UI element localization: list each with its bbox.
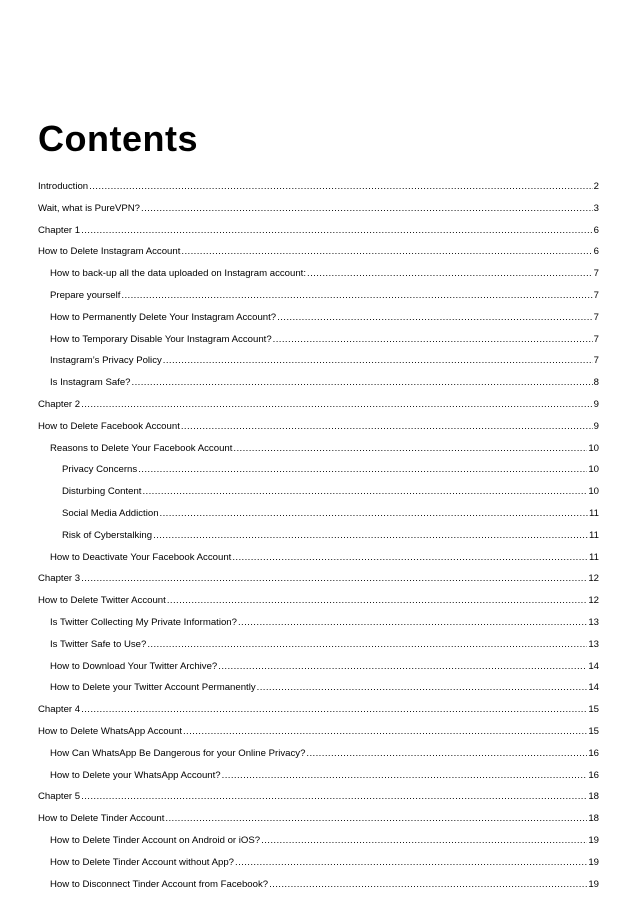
- toc-entry-label: How to Disconnect Tinder Account from Facebook?: [50, 878, 269, 890]
- toc-dot-leader: [132, 372, 593, 394]
- toc-entry-label: Reasons to Delete Your Facebook Account: [50, 442, 233, 454]
- toc-entry-page-number: 15: [588, 725, 599, 737]
- toc-dot-leader: [163, 350, 593, 372]
- toc-entry-page-number: 16: [588, 747, 599, 759]
- toc-entry-label: How to Download Your Twitter Archive?: [50, 660, 218, 672]
- toc-dot-leader: [233, 438, 587, 460]
- toc-entry-label: How to Temporary Disable Your Instagram Account?: [50, 333, 272, 345]
- toc-entry-label: Is Twitter Collecting My Private Information?: [50, 616, 237, 628]
- toc-dot-leader: [138, 459, 587, 481]
- toc-dot-leader: [235, 852, 587, 874]
- toc-dot-leader: [306, 743, 587, 765]
- toc-dot-leader: [165, 808, 587, 830]
- toc-entry-page-number: 7: [593, 289, 599, 301]
- toc-entry-label: How to Delete WhatsApp Account: [38, 725, 182, 737]
- toc-entry[interactable]: [38, 263, 599, 285]
- toc-dot-leader: [181, 416, 593, 438]
- toc-entry[interactable]: [38, 459, 599, 481]
- toc-entry-page-number: 18: [588, 813, 599, 825]
- toc-entry[interactable]: [38, 307, 599, 329]
- toc-dot-leader: [81, 699, 587, 721]
- toc-entry-page-number: 6: [593, 246, 599, 258]
- toc-entry-label: How Can WhatsApp Be Dangerous for your Online Privacy?: [50, 747, 306, 759]
- toc-entry-page-number: 10: [588, 442, 599, 454]
- toc-entry-page-number: 7: [593, 333, 599, 345]
- toc-entry[interactable]: [38, 677, 599, 699]
- toc-entry-page-number: 11: [589, 551, 599, 563]
- toc-entry-label: How to Delete Twitter Account: [38, 595, 166, 607]
- toc-entry[interactable]: [38, 525, 599, 547]
- toc-entry[interactable]: [38, 656, 599, 678]
- toc-entry-page-number: 18: [588, 791, 599, 803]
- toc-dot-leader: [89, 176, 593, 198]
- toc-entry[interactable]: [38, 568, 599, 590]
- toc-entry[interactable]: [38, 438, 599, 460]
- toc-dot-leader: [142, 481, 587, 503]
- toc-entry[interactable]: [38, 765, 599, 787]
- toc-entry[interactable]: [38, 874, 599, 896]
- toc-entry[interactable]: [38, 743, 599, 765]
- toc-entry-label: How to Delete Instagram Account: [38, 246, 181, 258]
- toc-entry-page-number: 10: [588, 464, 599, 476]
- toc-entry-label: How to Delete your WhatsApp Account?: [50, 769, 221, 781]
- toc-entry-page-number: 8: [593, 377, 599, 389]
- toc-dot-leader: [121, 285, 592, 307]
- toc-entry-label: Chapter 5: [38, 791, 81, 803]
- toc-entry-label: How to Delete Tinder Account without App?: [50, 856, 234, 868]
- toc-entry-label: Risk of Cyberstalking: [62, 529, 153, 541]
- toc-entry[interactable]: [38, 350, 599, 372]
- toc-entry-label: How to Delete Tinder Account on Android or iOS?: [50, 834, 261, 846]
- toc-entry-label: How to Permanently Delete Your Instagram Account?: [50, 311, 277, 323]
- toc-entry-label: Chapter 2: [38, 398, 81, 410]
- toc-entry-page-number: 11: [589, 507, 599, 519]
- toc-entry[interactable]: [38, 176, 599, 198]
- toc-entry-page-number: 13: [588, 616, 599, 628]
- toc-entry-label: Privacy Concerns: [62, 464, 138, 476]
- toc-entry[interactable]: [38, 699, 599, 721]
- toc-entry-page-number: 7: [593, 268, 599, 280]
- toc-entry[interactable]: [38, 198, 599, 220]
- toc-dot-leader: [307, 263, 593, 285]
- toc-dot-leader: [160, 503, 589, 525]
- toc-dot-leader: [183, 721, 587, 743]
- toc-dot-leader: [238, 612, 587, 634]
- toc-dot-leader: [81, 786, 587, 808]
- toc-entry[interactable]: [38, 634, 599, 656]
- toc-entry[interactable]: [38, 786, 599, 808]
- toc-dot-leader: [147, 634, 587, 656]
- toc-entry-label: Social Media Addiction: [62, 507, 159, 519]
- toc-entry[interactable]: [38, 220, 599, 242]
- toc-entry-page-number: 7: [593, 355, 599, 367]
- toc-entry-page-number: 13: [588, 638, 599, 650]
- toc-dot-leader: [273, 329, 593, 351]
- toc-entry-page-number: 6: [593, 224, 599, 236]
- toc-entry-page-number: 7: [593, 311, 599, 323]
- toc-dot-leader: [81, 568, 587, 590]
- toc-dot-leader: [269, 874, 587, 896]
- toc-entry-label: Instagram’s Privacy Policy: [50, 355, 162, 367]
- toc-entry[interactable]: [38, 852, 599, 874]
- toc-entry-label: Is Instagram Safe?: [50, 377, 131, 389]
- toc-entry-page-number: 12: [588, 573, 599, 585]
- toc-entry-label: Prepare yourself: [50, 289, 121, 301]
- toc-entry[interactable]: [38, 416, 599, 438]
- toc-dot-leader: [81, 220, 593, 242]
- toc-dot-leader: [167, 590, 588, 612]
- page-title: Contents: [38, 118, 198, 159]
- toc-entry-page-number: 2: [593, 181, 599, 192]
- toc-dot-leader: [277, 307, 593, 329]
- toc-dot-leader: [232, 547, 588, 569]
- toc-entry-page-number: 11: [589, 529, 599, 541]
- toc-entry[interactable]: [38, 721, 599, 743]
- toc-dot-leader: [81, 394, 593, 416]
- toc-entry-page-number: 3: [593, 202, 599, 214]
- toc-entry[interactable]: [38, 612, 599, 634]
- toc-entry[interactable]: [38, 241, 599, 263]
- toc-entry-page-number: 9: [593, 420, 599, 432]
- toc-entry-label: How to Delete your Twitter Account Permanently: [50, 682, 256, 694]
- toc-dot-leader: [222, 765, 588, 787]
- toc-entry-page-number: 14: [588, 682, 599, 694]
- toc-entry-page-number: 15: [588, 704, 599, 716]
- toc-entry-label: Wait, what is PureVPN?: [38, 202, 141, 214]
- table-of-contents: [38, 176, 599, 895]
- toc-entry-page-number: 12: [588, 595, 599, 607]
- toc-entry-label: How to Delete Facebook Account: [38, 420, 180, 432]
- toc-dot-leader: [141, 198, 593, 220]
- toc-entry-page-number: 16: [588, 769, 599, 781]
- toc-entry-label: How to back-up all the data uploaded on Instagram account:: [50, 268, 306, 280]
- toc-entry-label: How to Delete Tinder Account: [38, 813, 165, 825]
- toc-entry-page-number: 9: [593, 398, 599, 410]
- toc-entry[interactable]: [38, 830, 599, 852]
- toc-entry[interactable]: [38, 503, 599, 525]
- toc-entry-label: Introduction: [38, 181, 89, 192]
- toc-entry-label: Disturbing Content: [62, 486, 142, 498]
- toc-entry[interactable]: [38, 481, 599, 503]
- toc-entry[interactable]: [38, 808, 599, 830]
- toc-dot-leader: [257, 677, 588, 699]
- toc-entry-page-number: 19: [588, 834, 599, 846]
- toc-entry[interactable]: [38, 372, 599, 394]
- toc-dot-leader: [181, 241, 592, 263]
- toc-entry-label: Chapter 1: [38, 224, 81, 236]
- toc-entry-page-number: 19: [588, 878, 599, 890]
- toc-entry-page-number: 19: [588, 856, 599, 868]
- toc-dot-leader: [153, 525, 588, 547]
- toc-entry-label: Chapter 4: [38, 704, 81, 716]
- toc-entry[interactable]: [38, 590, 599, 612]
- toc-dot-leader: [218, 656, 587, 678]
- toc-entry[interactable]: [38, 547, 599, 569]
- toc-entry-label: Chapter 3: [38, 573, 81, 585]
- toc-entry-label: How to Deactivate Your Facebook Account: [50, 551, 232, 563]
- toc-entry-page-number: 10: [588, 486, 599, 498]
- toc-entry[interactable]: [38, 394, 599, 416]
- toc-entry-page-number: 14: [588, 660, 599, 672]
- toc-entry-label: Is Twitter Safe to Use?: [50, 638, 147, 650]
- toc-entry[interactable]: [38, 329, 599, 351]
- toc-dot-leader: [261, 830, 587, 852]
- toc-entry[interactable]: [38, 285, 599, 307]
